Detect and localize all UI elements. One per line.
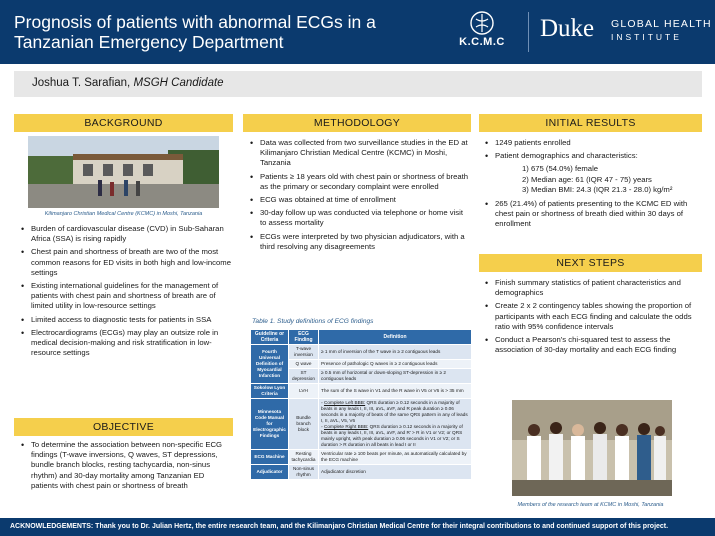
criteria-cell: ECG Machine [251, 450, 289, 465]
criteria-cell: Sokolow Lyon Criteria [251, 384, 289, 399]
criteria-cell: Minnesota Code Manual for Electrographic Findings [251, 399, 289, 450]
background-bullet: • Electrocardiograms (ECGs) may play an outsize role in medical decision-making and risk stratification in low-resource settings [20, 328, 232, 359]
background-bullet: • Chest pain and shortness of breath are two of the most common reasons for ED visits in both high and low-income settings [20, 247, 232, 278]
poster-title: Prognosis of patients with abnormal ECGs in a Tanzanian Emergency Department [14, 12, 376, 52]
column-header: ECG Finding [289, 330, 319, 345]
objective-list [20, 440, 232, 494]
results-subitem [484, 164, 700, 195]
next-steps-list [484, 278, 700, 358]
definition-cell: Adjudicator discretion [319, 465, 472, 480]
objective-heading: OBJECTIVE [14, 418, 233, 436]
methodology-list [249, 138, 469, 255]
next-steps-bullet: • Finish summary statistics of patient characteristics and demographics [484, 278, 700, 298]
methodology-heading: METHODOLOGY [243, 114, 471, 132]
female-stat: 1) 675 (54.0%) female [522, 164, 599, 174]
table-row [251, 465, 472, 480]
definition-cell: Presence of pathologic Q waves in ≥ 2 contiguous leads [319, 360, 472, 369]
definition-cell: The sum of the S wave in V1 and the R wave in V5 or V6 is > 35 mm [319, 384, 472, 399]
column-header: Definition [319, 330, 472, 345]
background-list [20, 224, 232, 361]
finding-cell: LVH [289, 384, 319, 399]
ghi-line-2: INSTITUTE [611, 32, 682, 42]
definition-cell: ≥ 1 mm of inversion of the T wave in ≥ 2 contiguous leads [319, 345, 472, 360]
results-bullet: • 1249 patients enrolled [484, 138, 700, 148]
table-row [251, 450, 472, 465]
author-line [32, 77, 224, 89]
kcmc-photo-caption: Kilimanjaro Christian Medical Centre (KCMC) in Moshi, Tanzania [44, 211, 203, 217]
finding-cell: Bundle branch block [289, 399, 319, 450]
table-row [251, 384, 472, 399]
lbbb-label: Complete Left BBB: [323, 400, 366, 405]
rbbb-text: QRS duration ≥ 0.12 seconds in a majority of beats in any leads I, II, III, aVL, aVF, and R' > R in V1 or V2; or QRS mainly upright, with peak duration ≥ 0.06 seconds in V1 or V2; or S duration > R duration in all beats in lead I or II [321, 424, 463, 447]
research-team-photo [512, 400, 672, 496]
background-bullet: • Limited access to diagnostic tests for patients in SSA [20, 315, 232, 325]
team-photo-caption: Members of the research team at KCMC in Moshi, Tanzania [517, 502, 664, 508]
lbbb-definition: ◦ Complete Left BBB: QRS duration ≥ 0.12 seconds in a majority of beats in any leads I, II, III, aVL, aVF, and R peak duration ≥ 0.06 seconds in a majority of beats of the same QRS pattern in any of leads I, II, aVL, V5, V6 [321, 400, 468, 423]
methodology-bullet: • Patients ≥ 18 years old with chest pain or shortness of breath as the primary or secondary complaint were enrolled [249, 172, 469, 192]
definition-cell [319, 399, 472, 450]
kcmc-emblem-icon [467, 10, 497, 36]
background-heading: BACKGROUND [14, 114, 233, 132]
definition-cell: Ventricular rate ≥ 100 beats per minute, as automatically calculated by the ECG machine [319, 450, 472, 465]
criteria-cell: Fourth Universal Definition of Myocardial Infarction [251, 345, 289, 384]
methodology-bullet: • Data was collected from two surveillance studies in the ED at Kilimanjaro Christian Medical Centre (KCMC) in Moshi, Tanzania [249, 138, 469, 169]
rbbb-definition: ◦ Complete Right BBB: QRS duration ≥ 0.12 seconds in a majority of beats in any leads I, II, III, aVL, aVF, and R' > R in V1 or V2; or QRS mainly upright, with peak duration ≥ 0.06 seconds in V1 or V2; or S duration > R duration in all beats in lead I or II [321, 424, 463, 447]
finding-cell: Resting tachycardia [289, 450, 319, 465]
column-header: Guideline or Criteria [251, 330, 289, 345]
table-caption: Table 1. Study definitions of ECG findings [252, 318, 374, 325]
next-steps-bullet: • Create 2 x 2 contingency tables showing the proportion of participants with each ECG finding and calculate the odds ratio with 95% confidence intervals [484, 301, 700, 332]
table-row [251, 399, 472, 450]
background-bullet: • Burden of cardiovascular disease (CVD) in Sub-Saharan Africa (SSA) is rising rapidly [20, 224, 232, 244]
author-degree: MSGH Candidate [133, 77, 224, 89]
bmi-stat: 3) Median BMI: 24.3 (IQR 21.3 - 28.0) kg/m² [522, 184, 673, 194]
poster-header [0, 0, 715, 64]
author-bar [14, 71, 702, 97]
age-stat: 2) Median age: 61 (IQR 47 - 75) years [522, 174, 652, 184]
acknowledgements-footer: ACKNOWLEDGEMENTS: Thank you to Dr. Julian Hertz, the entire research team, and the Kilimanjaro Christian Medical Centre for their integral contributions to and continued support of this project. [0, 518, 715, 536]
methodology-bullet: • ECGs were interpreted by two physician adjudicators, with a third resolving any disagreements [249, 232, 469, 252]
kcmc-building-photo [28, 136, 219, 208]
methodology-bullet: • 30-day follow up was conducted via telephone or home visit to assess mortality [249, 208, 469, 228]
finding-cell: Q wave [289, 360, 319, 369]
results-bullet: • 265 (21.4%) of patients presenting to the KCMC ED with chest pain or shortness of breath died within 30 days of enrollment [484, 199, 700, 230]
definition-cell: ≥ 0.5 mm of horizontal or down-sloping ST-depression in ≥ 2 contiguous leads [319, 369, 472, 384]
duke-logo: Duke [540, 15, 595, 42]
table-header-row [251, 330, 472, 345]
next-steps-bullet: • Conduct a Pearson's chi-squared test to assess the association of 30-day mortality and each ECG finding [484, 335, 700, 355]
kcmc-logo-text: K.C.M.C [459, 36, 505, 48]
author-name: Joshua T. Sarafian, [32, 77, 134, 89]
results-list [484, 138, 700, 233]
criteria-cell: Adjudicator [251, 465, 289, 480]
finding-cell: T-wave inversion [289, 345, 319, 360]
background-bullet: • Existing international guidelines for the management of patients with chest pain and shortness of breath are of limited utility in low-resource settings [20, 281, 232, 312]
table-row [251, 345, 472, 360]
objective-bullet: • To determine the association between non-specific ECG findings (T-wave inversions, Q waves, ST depressions, bundle branch blocks, resting tachycardia, non-sinus rhythm) and 30-day mortality among Tanzanian ED patients with chest pain or shortness of breath [20, 440, 232, 491]
rbbb-label: Complete Right BBB: [323, 424, 369, 429]
finding-cell: Non-sinus rhythm [289, 465, 319, 480]
kcmc-logo [450, 10, 514, 54]
results-heading: INITIAL RESULTS [479, 114, 702, 132]
finding-cell: ST depression [289, 369, 319, 384]
lbbb-text: QRS duration ≥ 0.12 seconds in a majority of beats in any leads I, II, III, aVL, aVF, and R peak duration ≥ 0.06 seconds in a majority of beats of the same QRS pattern in any of leads I, II, aVL, V5, V6 [321, 400, 468, 423]
ghi-line-1: GLOBAL HEALTH [611, 18, 712, 30]
results-bullet: • Patient demographics and characteristics: [484, 151, 700, 161]
global-health-institute-logo [611, 18, 712, 44]
logo-divider [528, 12, 529, 52]
ecg-definitions-table [250, 329, 472, 480]
methodology-bullet: • ECG was obtained at time of enrollment [249, 195, 469, 205]
next-steps-heading: NEXT STEPS [479, 254, 702, 272]
